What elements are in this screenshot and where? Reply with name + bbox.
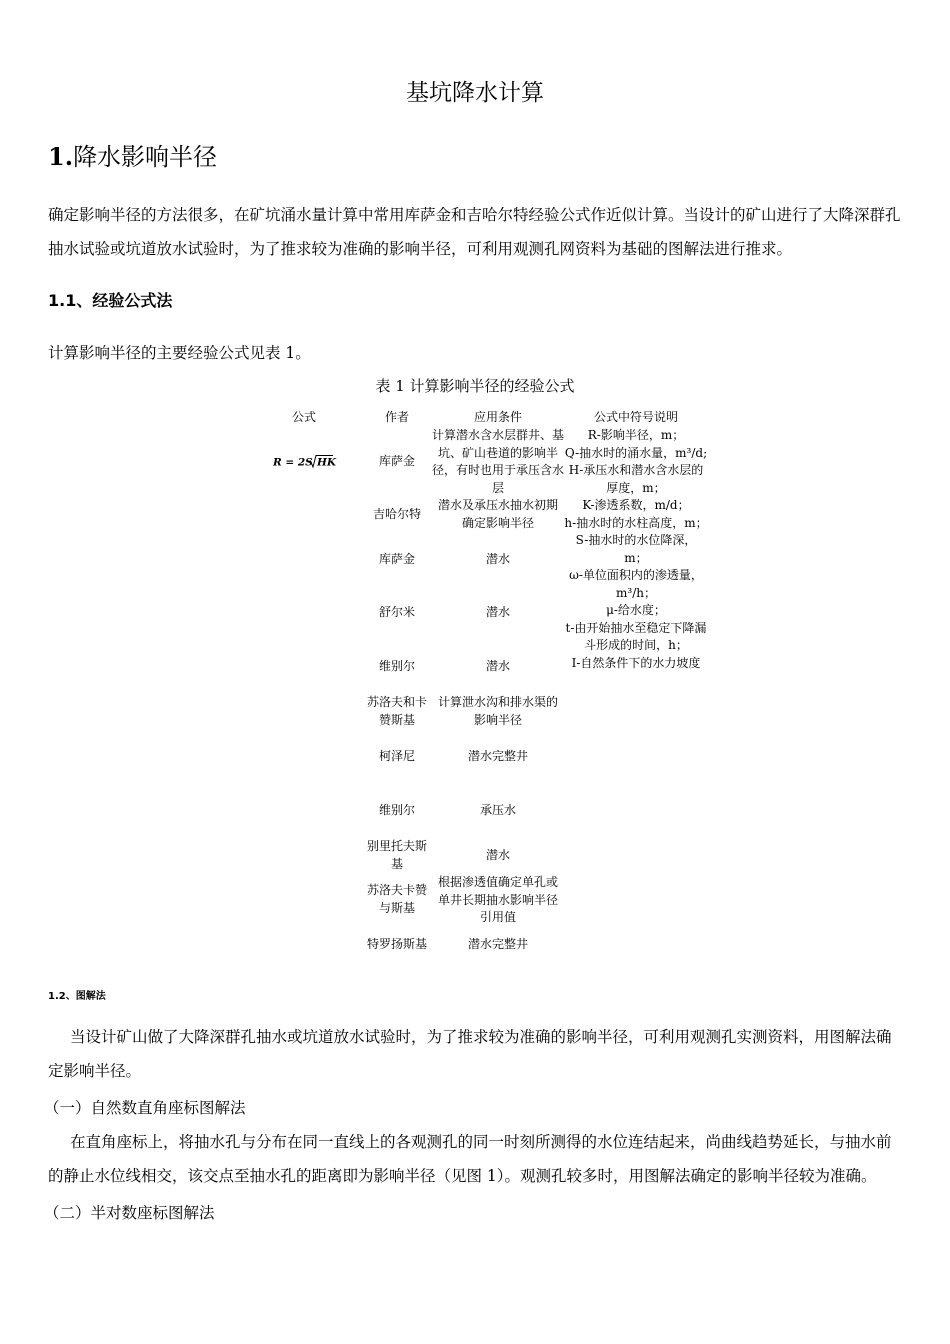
- section-1-1-heading: 1.1、经验公式法: [48, 291, 173, 310]
- symbol-item: R-影响半径，m；: [587, 428, 685, 442]
- table-header-formula: 公式: [291, 410, 316, 424]
- symbol-item: H-承压水和潜水含水层的厚度，m；: [568, 463, 704, 495]
- section-1-heading: [48, 137, 217, 172]
- table-row-6-author: 苏洛夫和卡赞斯基: [366, 695, 427, 727]
- table-row-9-author: 别里托夫斯基: [366, 839, 427, 871]
- section-1-2-paragraph-1: 当设计矿山做了大降深群孔抽水或坑道放水试验时，为了推求较为准确的影响半径，可利用观测孔实测资料，用图解法确定影响半径。: [48, 1028, 892, 1080]
- section-1-2-subheading-1: （一）自然数直角座标图解法: [44, 1099, 246, 1117]
- svg-text:R = 2S: R = 2S: [273, 456, 313, 469]
- svg-text:HK: HK: [317, 456, 337, 469]
- symbol-item: I-自然条件下的水力坡度: [571, 655, 701, 670]
- table-row-8-condition: 承压水: [479, 803, 516, 817]
- table-row-11-condition: 潜水完整井: [467, 937, 528, 951]
- document-title: 基坑降水计算: [406, 80, 544, 106]
- symbol-item: t-由开始抽水至稳定下降漏斗形成的时间，h；: [565, 620, 707, 652]
- table-row-6-condition: 计算泄水沟和排水渠的影响半径: [437, 695, 558, 727]
- symbol-item: K-渗透系数，m/d；: [582, 498, 690, 512]
- table-row-11-author: 特罗扬斯基: [366, 937, 427, 951]
- table-row-2-author: 吉哈尔特: [372, 507, 421, 521]
- table-row-10-condition: 根据渗透值确定单孔或单井长期抽水影响半径引用值: [437, 875, 558, 924]
- table-header-condition: 应用条件: [473, 410, 522, 424]
- table-row-1-condition: 计算潜水含水层群井、基坑、矿山巷道的影响半径，有时也用于承压含水层: [432, 428, 565, 495]
- table-row-10-author: 苏洛夫卡赞与斯基: [366, 883, 427, 915]
- table-header-symbols: 公式中符号说明: [593, 410, 678, 424]
- section-1-2-heading: 1.2、图解法: [48, 991, 106, 1002]
- table-row-3-condition: 潜水: [485, 552, 510, 566]
- table-row-7-condition: 潜水完整井: [467, 749, 528, 763]
- section-1-number: 1.: [48, 142, 74, 171]
- table-row-2-condition: 潜水及承压水抽水初期确定影响半径: [437, 498, 558, 530]
- table-row-3-author: 库萨金: [378, 552, 415, 566]
- table-row-9-condition: 潜水: [485, 848, 510, 862]
- table-caption: 表 1 计算影响半径的经验公式: [375, 377, 575, 395]
- symbol-item: ω-单位面积内的渗透量，m³/h；: [569, 568, 703, 600]
- symbol-item: h-抽水时的水柱高度，m；: [564, 515, 708, 530]
- section-1-title: 降水影响半径: [73, 143, 218, 171]
- table-row-7-author: 柯泽尼: [378, 749, 415, 763]
- table-row-4-author: 舒尔米: [378, 605, 415, 619]
- symbol-item: S-抽水时的水位降深，m；: [575, 533, 697, 565]
- table-row-5-condition: 潜水: [485, 659, 510, 673]
- table-row-1-author: 库萨金: [378, 454, 415, 468]
- symbol-item: Q-抽水时的涌水量，m³/d;: [564, 445, 708, 460]
- kusakin-formula-image: [272, 453, 337, 469]
- table-header-author: 作者: [384, 410, 409, 424]
- section-1-2-subheading-2: （二）半对数座标图解法: [44, 1204, 215, 1222]
- section-1-1-text: 计算影响半径的主要经验公式见表 1。: [48, 344, 311, 362]
- table-row-5-author: 维别尔: [378, 659, 415, 673]
- intro-paragraph: 确定影响半径的方法很多，在矿坑涌水量计算中常用库萨金和吉哈尔特经验公式作近似计算。当设计的矿山进行了大降深群孔抽水试验或坑道放水试验时，为了推求较为准确的影响半径，可利用观测孔网资料为基础的图解法进行推求。: [48, 206, 901, 258]
- section-1-2-paragraph-2: 在直角座标上，将抽水孔与分布在同一直线上的各观测孔的同一时刻所测得的水位连结起来，尚曲线趋势延长，与抽水前的静止水位线相交，该交点至抽水孔的距离即为影响半径（见图 1）。观测孔较多时，用图解法确定的影响半径较为准确。: [48, 1133, 892, 1185]
- table-row-4-condition: 潜水: [485, 605, 510, 619]
- table-symbols-list: [564, 427, 708, 672]
- table-row-8-author: 维别尔: [378, 803, 415, 817]
- symbol-item: μ-给水度；: [606, 603, 666, 617]
